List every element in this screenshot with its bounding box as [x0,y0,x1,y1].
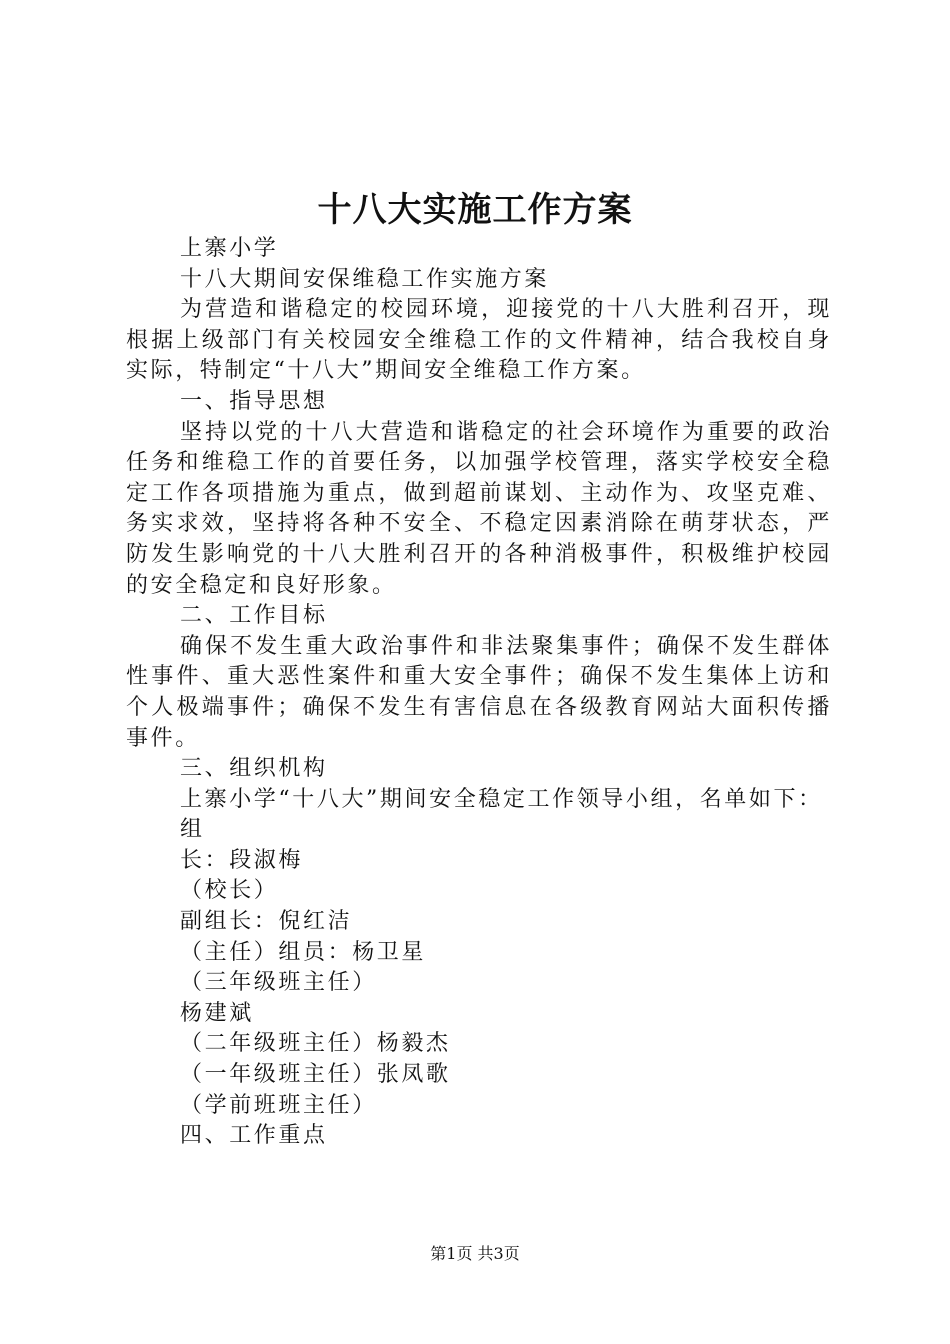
member-line: （校长） [180,878,279,904]
document-subtitle: 十八大期间安保维稳工作实施方案 [180,266,550,292]
member-line: 组 [180,817,205,843]
member-line: （学前班班主任） [180,1092,377,1118]
member-line: （三年级班主任） [180,970,377,996]
section-heading-work-goals: 二、工作目标 [180,603,328,629]
section-text-guiding-thought: 坚持以党的十八大营造和谐稳定的社会环境作为重要的政治任务和维稳工作的首要任务，以加强学校管理，落实学校安全稳定工作各项措施为重点，做到超前谋划、主动作为、攻坚克难、务实求效，坚持将各种不安全、不稳定因素消除在萌芽状态，严防发生影响党的十八大胜利召开的各种消极事件，积极维护校园的安全稳定和良好形象。 [126,419,832,598]
member-line: （主任）组员：杨卫星 [180,939,427,965]
member-line: （一年级班主任）张凤歌 [180,1062,451,1088]
section-text-organization: 上寨小学“十八大”期间安全稳定工作领导小组，名单如下： [180,786,823,812]
member-line: 长：段淑梅 [180,847,304,873]
section-heading-work-focus: 四、工作重点 [180,1123,328,1149]
intro-paragraph: 为营造和谐稳定的校园环境，迎接党的十八大胜利召开，现根据上级部门有关校园安全维稳工作的文件精神，结合我校自身实际，特制定“十八大”期间安全维稳工作方案。 [126,297,832,384]
document-title: 十八大实施工作方案 [317,190,633,230]
member-line: （二年级班主任）杨毅杰 [180,1031,451,1057]
section-heading-organization: 三、组织机构 [180,756,328,782]
member-line: 副组长：倪红洁 [180,909,353,935]
page-footer: 第1页 共3页 [430,1244,520,1263]
section-text-work-goals: 确保不发生重大政治事件和非法聚集事件；确保不发生群体性事件、重大恶性案件和重大安全事件；确保不发生集体上访和个人极端事件；确保不发生有害信息在各级教育网站大面积传播事件。 [126,633,832,751]
member-line: 杨建斌 [180,1000,254,1026]
section-heading-guiding-thought: 一、指导思想 [180,388,328,414]
document-body [126,234,832,1152]
school-name: 上寨小学 [180,236,279,261]
